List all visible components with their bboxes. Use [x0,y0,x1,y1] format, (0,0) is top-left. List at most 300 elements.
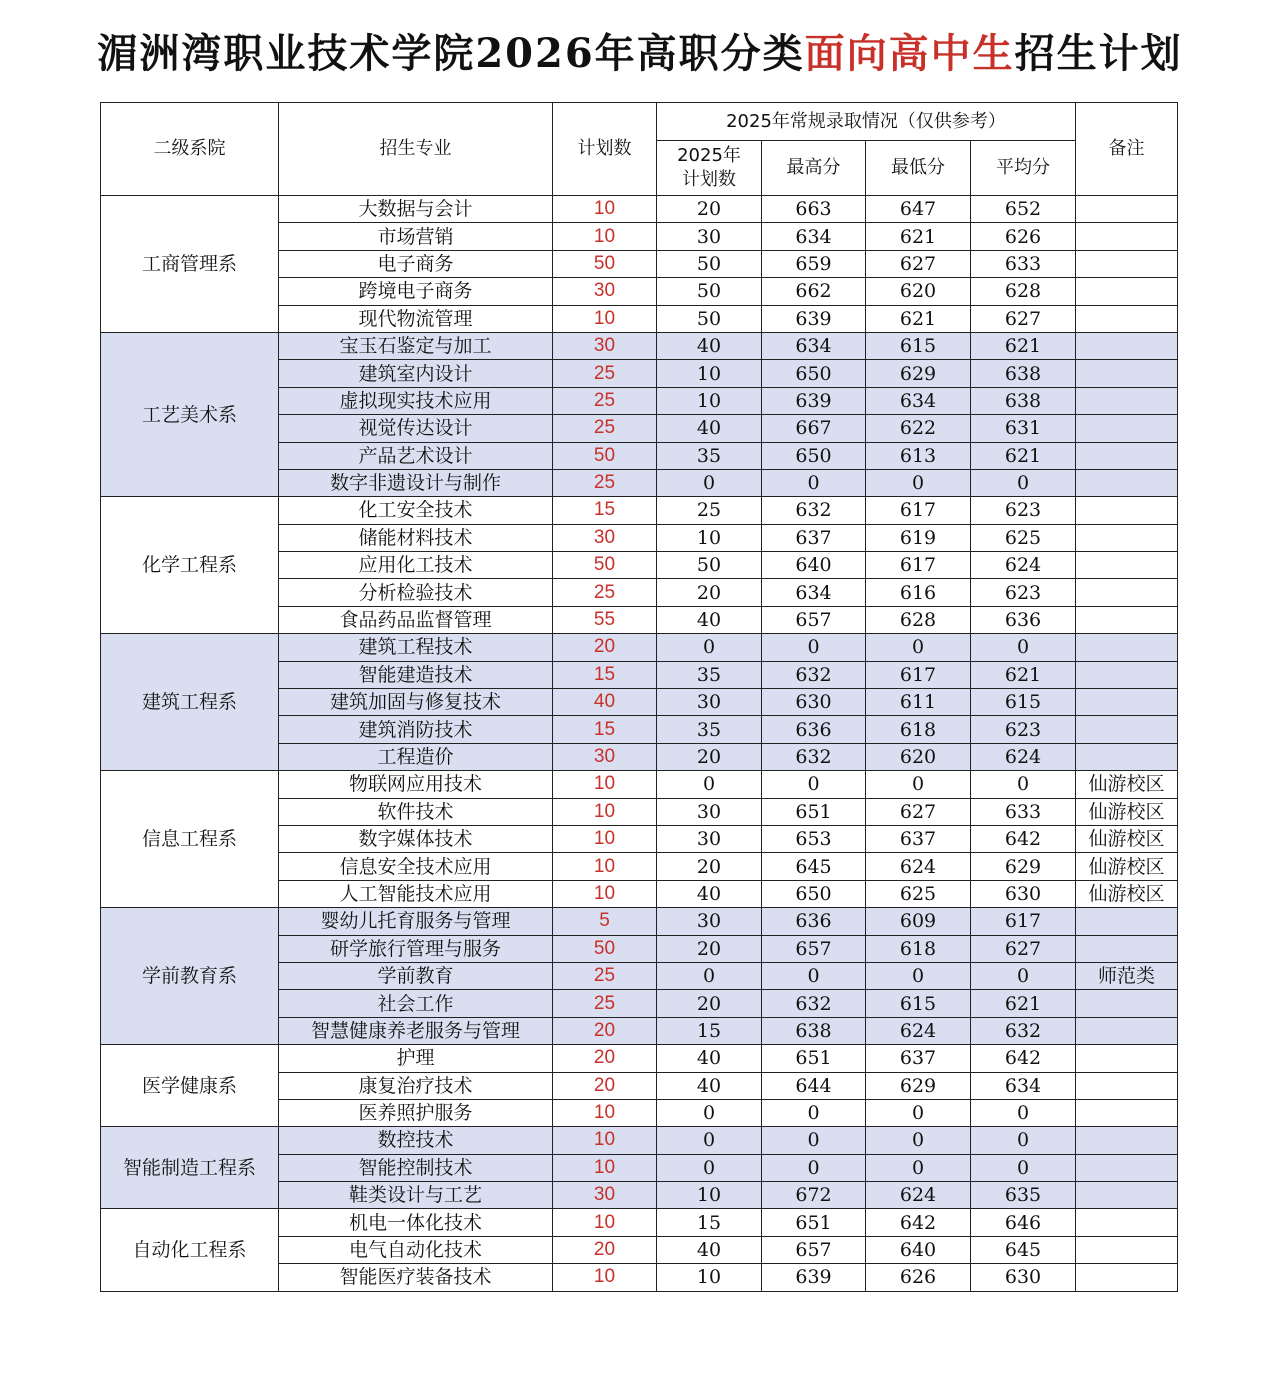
avg-score-cell: 0 [971,469,1076,496]
plan-2025-cell: 35 [657,716,762,743]
major-cell: 建筑工程技术 [279,634,553,661]
min-score-cell: 0 [866,1154,971,1181]
plan-cell: 10 [553,798,657,825]
note-cell [1076,250,1178,277]
major-cell: 化工安全技术 [279,497,553,524]
plan-2025-cell: 30 [657,223,762,250]
plan-2025-cell: 50 [657,250,762,277]
max-score-cell: 632 [762,743,866,770]
dept-cell: 信息工程系 [101,771,279,908]
min-score-cell: 624 [866,1182,971,1209]
page-title [0,26,1280,82]
note-cell [1076,497,1178,524]
max-score-cell: 657 [762,935,866,962]
major-cell: 市场营销 [279,223,553,250]
max-score-cell: 667 [762,415,866,442]
note-cell [1076,908,1178,935]
plan-cell: 10 [553,1127,657,1154]
plan-cell: 40 [553,689,657,716]
plan-2025-cell: 20 [657,853,762,880]
avg-score-cell: 623 [971,579,1076,606]
note-cell [1076,305,1178,332]
header-dept: 二级系院 [101,103,279,196]
max-score-cell: 657 [762,1236,866,1263]
title-part2: 招生计划 [1014,30,1183,77]
note-cell [1076,634,1178,661]
avg-score-cell: 0 [971,962,1076,989]
plan-2025-cell: 0 [657,469,762,496]
plan-cell: 10 [553,196,657,223]
plan-cell: 20 [553,1072,657,1099]
max-score-cell: 644 [762,1072,866,1099]
note-cell [1076,990,1178,1017]
plan-2025-cell: 50 [657,552,762,579]
max-score-cell: 0 [762,771,866,798]
min-score-cell: 624 [866,853,971,880]
min-score-cell: 0 [866,962,971,989]
min-score-cell: 642 [866,1209,971,1236]
note-cell [1076,716,1178,743]
header-major: 招生专业 [279,103,553,196]
min-score-cell: 627 [866,798,971,825]
max-score-cell: 640 [762,552,866,579]
dept-cell: 自动化工程系 [101,1209,279,1291]
plan-2025-cell: 30 [657,825,762,852]
plan-2025-cell: 40 [657,1045,762,1072]
plan-cell: 50 [553,442,657,469]
note-cell [1076,1045,1178,1072]
dept-cell: 工商管理系 [101,196,279,333]
min-score-cell: 609 [866,908,971,935]
avg-score-cell: 626 [971,223,1076,250]
min-score-cell: 0 [866,469,971,496]
major-cell: 虚拟现实技术应用 [279,387,553,414]
min-score-cell: 627 [866,250,971,277]
plan-2025-cell: 40 [657,1072,762,1099]
min-score-cell: 617 [866,497,971,524]
major-cell: 建筑室内设计 [279,360,553,387]
max-score-cell: 663 [762,196,866,223]
max-score-cell: 634 [762,579,866,606]
max-score-cell: 636 [762,716,866,743]
max-score-cell: 632 [762,661,866,688]
avg-score-cell: 0 [971,634,1076,661]
max-score-cell: 645 [762,853,866,880]
plan-cell: 20 [553,1045,657,1072]
plan-cell: 25 [553,990,657,1017]
header-plan: 计划数 [553,103,657,196]
table-row [101,908,1178,935]
major-cell: 机电一体化技术 [279,1209,553,1236]
plan-cell: 25 [553,415,657,442]
note-cell: 仙游校区 [1076,825,1178,852]
plan-2025-cell: 40 [657,880,762,907]
header-plan-2025 [657,141,762,196]
plan-2025-cell: 25 [657,497,762,524]
plan-2025-cell: 10 [657,360,762,387]
note-cell [1076,415,1178,442]
min-score-cell: 625 [866,880,971,907]
plan-cell: 10 [553,305,657,332]
plan-cell: 15 [553,497,657,524]
major-cell: 现代物流管理 [279,305,553,332]
enrollment-plan-table [100,102,1178,1292]
min-score-cell: 640 [866,1236,971,1263]
min-score-cell: 619 [866,524,971,551]
note-cell [1076,552,1178,579]
dept-cell: 医学健康系 [101,1045,279,1127]
min-score-cell: 624 [866,1017,971,1044]
min-score-cell: 629 [866,1072,971,1099]
min-score-cell: 615 [866,332,971,359]
avg-score-cell: 621 [971,990,1076,1017]
major-cell: 电子商务 [279,250,553,277]
major-cell: 鞋类设计与工艺 [279,1182,553,1209]
avg-score-cell: 624 [971,743,1076,770]
max-score-cell: 0 [762,1154,866,1181]
max-score-cell: 672 [762,1182,866,1209]
note-cell: 仙游校区 [1076,880,1178,907]
min-score-cell: 637 [866,1045,971,1072]
max-score-cell: 637 [762,524,866,551]
table-row [101,497,1178,524]
note-cell: 师范类 [1076,962,1178,989]
max-score-cell: 651 [762,798,866,825]
title-part1: 湄洲湾职业技术学院2026年高职分类 [97,30,805,77]
plan-2025-cell: 0 [657,962,762,989]
max-score-cell: 650 [762,360,866,387]
plan-2025-cell: 10 [657,387,762,414]
note-cell [1076,442,1178,469]
min-score-cell: 620 [866,278,971,305]
max-score-cell: 638 [762,1017,866,1044]
plan-cell: 20 [553,1017,657,1044]
max-score-cell: 639 [762,305,866,332]
avg-score-cell: 642 [971,1045,1076,1072]
note-cell [1076,223,1178,250]
avg-score-cell: 630 [971,880,1076,907]
table-row [101,771,1178,798]
avg-score-cell: 628 [971,278,1076,305]
plan-2025-cell: 20 [657,196,762,223]
major-cell: 分析检验技术 [279,579,553,606]
table-row [101,1209,1178,1236]
min-score-cell: 615 [866,990,971,1017]
min-score-cell: 617 [866,661,971,688]
min-score-cell: 637 [866,825,971,852]
min-score-cell: 0 [866,1127,971,1154]
note-cell [1076,1154,1178,1181]
major-cell: 智能医疗装备技术 [279,1264,553,1291]
major-cell: 食品药品监督管理 [279,606,553,633]
avg-score-cell: 629 [971,853,1076,880]
header-max: 最高分 [762,141,866,196]
major-cell: 康复治疗技术 [279,1072,553,1099]
max-score-cell: 651 [762,1209,866,1236]
avg-score-cell: 0 [971,1154,1076,1181]
plan-cell: 20 [553,634,657,661]
avg-score-cell: 632 [971,1017,1076,1044]
max-score-cell: 659 [762,250,866,277]
major-cell: 信息安全技术应用 [279,853,553,880]
note-cell [1076,606,1178,633]
note-cell [1076,387,1178,414]
plan-cell: 10 [553,825,657,852]
max-score-cell: 632 [762,990,866,1017]
max-score-cell: 639 [762,387,866,414]
max-score-cell: 634 [762,223,866,250]
major-cell: 婴幼儿托育服务与管理 [279,908,553,935]
major-cell: 建筑加固与修复技术 [279,689,553,716]
major-cell: 人工智能技术应用 [279,880,553,907]
min-score-cell: 621 [866,223,971,250]
avg-score-cell: 621 [971,442,1076,469]
plan-cell: 10 [553,771,657,798]
max-score-cell: 651 [762,1045,866,1072]
major-cell: 跨境电子商务 [279,278,553,305]
note-cell [1076,278,1178,305]
max-score-cell: 0 [762,962,866,989]
avg-score-cell: 627 [971,935,1076,962]
note-cell [1076,935,1178,962]
avg-score-cell: 627 [971,305,1076,332]
max-score-cell: 662 [762,278,866,305]
max-score-cell: 0 [762,634,866,661]
note-cell [1076,469,1178,496]
min-score-cell: 617 [866,552,971,579]
plan-cell: 30 [553,1182,657,1209]
avg-score-cell: 642 [971,825,1076,852]
note-cell [1076,360,1178,387]
avg-score-cell: 621 [971,332,1076,359]
plan-cell: 50 [553,250,657,277]
plan-2025-cell: 35 [657,442,762,469]
avg-score-cell: 636 [971,606,1076,633]
plan-2025-cell: 50 [657,278,762,305]
avg-score-cell: 615 [971,689,1076,716]
table-row [101,196,1178,223]
table-body [101,196,1178,1292]
min-score-cell: 628 [866,606,971,633]
note-cell [1076,743,1178,770]
avg-score-cell: 638 [971,360,1076,387]
max-score-cell: 650 [762,442,866,469]
header-plan-2025-line1: 2025年 [677,145,741,166]
plan-2025-cell: 0 [657,1099,762,1126]
max-score-cell: 0 [762,1099,866,1126]
note-cell [1076,1209,1178,1236]
max-score-cell: 632 [762,497,866,524]
plan-cell: 25 [553,360,657,387]
note-cell [1076,1072,1178,1099]
avg-score-cell: 633 [971,798,1076,825]
note-cell [1076,1236,1178,1263]
dept-cell: 工艺美术系 [101,332,279,496]
min-score-cell: 629 [866,360,971,387]
major-cell: 物联网应用技术 [279,771,553,798]
plan-cell: 30 [553,332,657,359]
plan-cell: 10 [553,853,657,880]
major-cell: 产品艺术设计 [279,442,553,469]
plan-2025-cell: 20 [657,935,762,962]
max-score-cell: 636 [762,908,866,935]
plan-2025-cell: 50 [657,305,762,332]
min-score-cell: 616 [866,579,971,606]
min-score-cell: 618 [866,716,971,743]
note-cell [1076,524,1178,551]
header-ref-2025: 2025年常规录取情况（仅供参考） [657,103,1076,141]
avg-score-cell: 625 [971,524,1076,551]
title-highlight: 面向高中生 [804,30,1015,77]
plan-cell: 50 [553,552,657,579]
plan-cell: 30 [553,278,657,305]
dept-cell: 化学工程系 [101,497,279,634]
min-score-cell: 620 [866,743,971,770]
major-cell: 学前教育 [279,962,553,989]
max-score-cell: 639 [762,1264,866,1291]
avg-score-cell: 631 [971,415,1076,442]
note-cell [1076,1127,1178,1154]
plan-2025-cell: 30 [657,908,762,935]
plan-cell: 25 [553,962,657,989]
plan-2025-cell: 20 [657,743,762,770]
max-score-cell: 653 [762,825,866,852]
avg-score-cell: 0 [971,771,1076,798]
plan-cell: 50 [553,935,657,962]
note-cell [1076,689,1178,716]
avg-score-cell: 635 [971,1182,1076,1209]
note-cell [1076,661,1178,688]
dept-cell: 学前教育系 [101,908,279,1045]
note-cell: 仙游校区 [1076,771,1178,798]
plan-cell: 25 [553,469,657,496]
plan-2025-cell: 30 [657,689,762,716]
major-cell: 工程造价 [279,743,553,770]
plan-cell: 55 [553,606,657,633]
plan-cell: 30 [553,524,657,551]
major-cell: 宝玉石鉴定与加工 [279,332,553,359]
max-score-cell: 657 [762,606,866,633]
plan-cell: 5 [553,908,657,935]
major-cell: 数字媒体技术 [279,825,553,852]
plan-2025-cell: 10 [657,1264,762,1291]
plan-cell: 10 [553,1154,657,1181]
min-score-cell: 0 [866,634,971,661]
avg-score-cell: 623 [971,497,1076,524]
avg-score-cell: 621 [971,661,1076,688]
plan-2025-cell: 10 [657,524,762,551]
plan-2025-cell: 15 [657,1017,762,1044]
plan-2025-cell: 0 [657,771,762,798]
plan-2025-cell: 10 [657,1182,762,1209]
header-plan-2025-line2: 计划数 [682,169,736,190]
note-cell: 仙游校区 [1076,853,1178,880]
note-cell [1076,579,1178,606]
table-row [101,1127,1178,1154]
min-score-cell: 618 [866,935,971,962]
plan-2025-cell: 0 [657,1127,762,1154]
plan-2025-cell: 0 [657,634,762,661]
major-cell: 数字非遗设计与制作 [279,469,553,496]
avg-score-cell: 624 [971,552,1076,579]
max-score-cell: 634 [762,332,866,359]
major-cell: 智慧健康养老服务与管理 [279,1017,553,1044]
major-cell: 应用化工技术 [279,552,553,579]
note-cell [1076,1182,1178,1209]
plan-2025-cell: 0 [657,1154,762,1181]
major-cell: 储能材料技术 [279,524,553,551]
avg-score-cell: 633 [971,250,1076,277]
plan-2025-cell: 35 [657,661,762,688]
plan-2025-cell: 40 [657,415,762,442]
major-cell: 医养照护服务 [279,1099,553,1126]
avg-score-cell: 645 [971,1236,1076,1263]
min-score-cell: 0 [866,1099,971,1126]
major-cell: 大数据与会计 [279,196,553,223]
major-cell: 智能建造技术 [279,661,553,688]
note-cell [1076,1099,1178,1126]
min-score-cell: 647 [866,196,971,223]
header-note: 备注 [1076,103,1178,196]
note-cell [1076,1264,1178,1291]
avg-score-cell: 638 [971,387,1076,414]
plan-cell: 10 [553,1264,657,1291]
major-cell: 研学旅行管理与服务 [279,935,553,962]
plan-cell: 10 [553,880,657,907]
max-score-cell: 650 [762,880,866,907]
plan-cell: 20 [553,1236,657,1263]
major-cell: 软件技术 [279,798,553,825]
major-cell: 电气自动化技术 [279,1236,553,1263]
major-cell: 视觉传达设计 [279,415,553,442]
max-score-cell: 630 [762,689,866,716]
note-cell [1076,332,1178,359]
major-cell: 数控技术 [279,1127,553,1154]
min-score-cell: 622 [866,415,971,442]
header-min: 最低分 [866,141,971,196]
dept-cell: 建筑工程系 [101,634,279,771]
min-score-cell: 634 [866,387,971,414]
plan-cell: 15 [553,716,657,743]
table-row [101,634,1178,661]
plan-2025-cell: 20 [657,579,762,606]
note-cell [1076,1017,1178,1044]
table-row [101,332,1178,359]
avg-score-cell: 646 [971,1209,1076,1236]
note-cell: 仙游校区 [1076,798,1178,825]
min-score-cell: 611 [866,689,971,716]
plan-cell: 10 [553,223,657,250]
plan-2025-cell: 30 [657,798,762,825]
note-cell [1076,196,1178,223]
plan-cell: 25 [553,387,657,414]
plan-2025-cell: 40 [657,1236,762,1263]
plan-cell: 15 [553,661,657,688]
avg-score-cell: 623 [971,716,1076,743]
major-cell: 护理 [279,1045,553,1072]
avg-score-cell: 0 [971,1099,1076,1126]
min-score-cell: 0 [866,771,971,798]
plan-2025-cell: 40 [657,332,762,359]
major-cell: 建筑消防技术 [279,716,553,743]
max-score-cell: 0 [762,1127,866,1154]
dept-cell: 智能制造工程系 [101,1127,279,1209]
min-score-cell: 626 [866,1264,971,1291]
max-score-cell: 0 [762,469,866,496]
major-cell: 智能控制技术 [279,1154,553,1181]
plan-cell: 30 [553,743,657,770]
plan-2025-cell: 20 [657,990,762,1017]
